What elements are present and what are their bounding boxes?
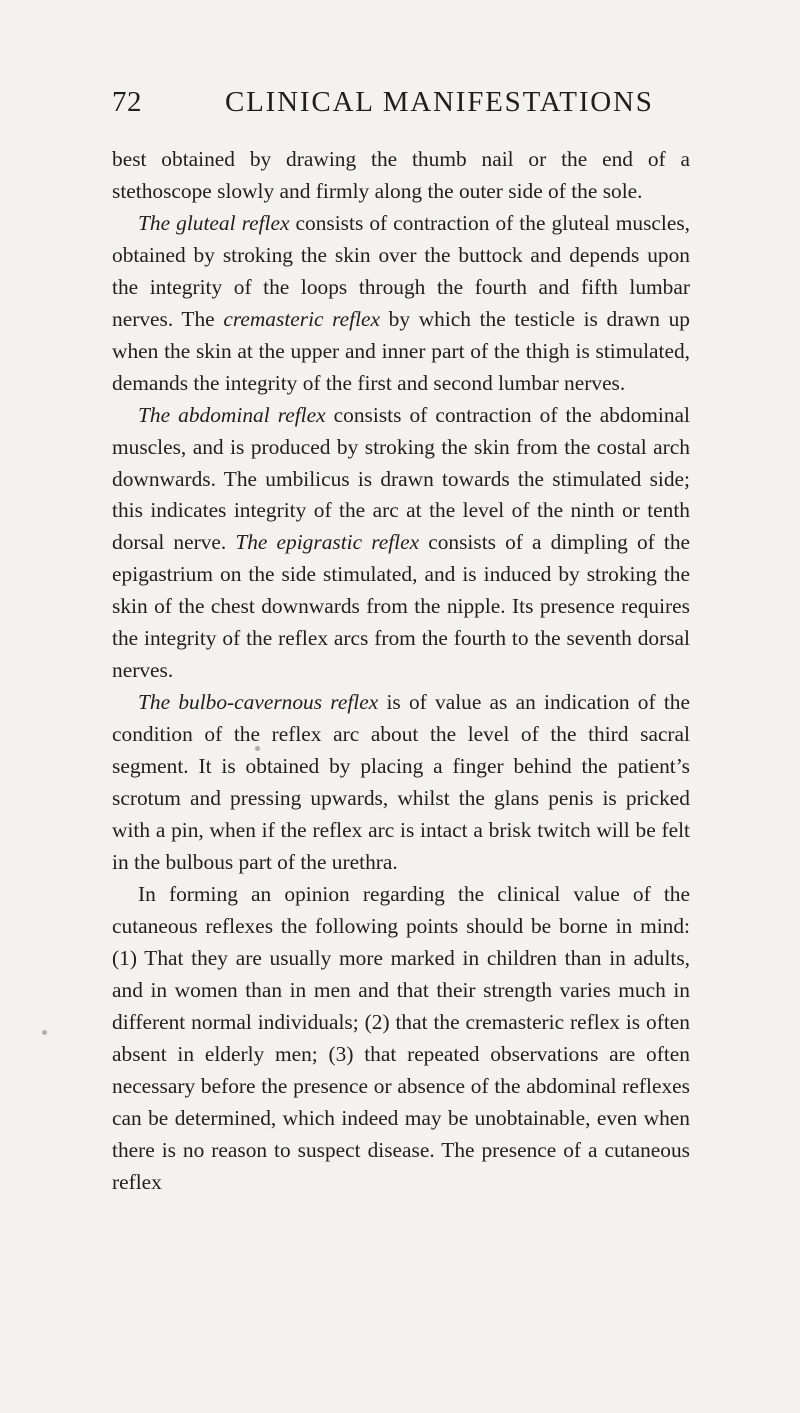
paragraph-continuation [112, 144, 690, 208]
page-header [112, 86, 692, 126]
paragraph-text: consists of a dimpling of the epigastrium on the side stimulated, and is induced by stroking the skin of the chest downwards from the nipple. Its presence requires the integrity of the reflex arcs from the fourth to the seventh dorsal nerves. [112, 530, 691, 683]
paragraph-text: consists of contraction of the gluteal muscles, obtained by stroking the skin over the buttock and depends upon the integrity of the loops through the fourth and fifth lumbar nerves. The [112, 210, 690, 331]
body-text [112, 144, 690, 1198]
paragraph-gluteal-reflex [112, 208, 690, 400]
paragraph-text: consists of contraction of the abdominal muscles, and is produced by stroking the skin from the costal arch downwards. The umbilicus is drawn towards the stimulated side; this indicates integrity of the arc at the level of the ninth or tenth dorsal nerve. [112, 402, 690, 555]
paragraph-text: by which the testicle is drawn up when the skin at the upper and inner part of the thigh is stimulated, demands the integrity of the first and second lumbar nerves. [112, 306, 690, 395]
paragraph-text: best obtained by drawing the thumb nail or the end of a stethoscope slowly and firmly along the outer side of the sole. [112, 147, 690, 203]
italic-term-abdominal-reflex: The abdominal reflex [138, 402, 326, 427]
paragraph-text: In forming an opinion regarding the clinical value of the cutaneous reflexes the following points should be borne in mind: (1) That they are usually more marked in children than in adults, and in women than in men and that their strength varies much in different normal individuals; (2) that the cremasteric reflex is often absent in elderly men; (3) that repeated observations are often necessary before the presence or absence of the abdominal reflexes can be determined, which indeed may be unobtainable, even when there is no reason to suspect disease. The presence of a cutaneous reflex [112, 881, 690, 1194]
running-title: CLINICAL MANIFESTATIONS [225, 86, 654, 118]
page-number: 72 [112, 86, 142, 118]
paragraph-clinical-value [112, 879, 690, 1199]
italic-term-bulbo-cavernous-reflex: The bulbo-cavernous reflex [138, 690, 379, 715]
paragraph-bulbo-cavernous-reflex [112, 687, 690, 879]
paragraph-abdominal-reflex [112, 400, 690, 688]
italic-term-gluteal-reflex: The gluteal reflex [138, 210, 290, 235]
print-speck [42, 1030, 47, 1035]
italic-term-epigrastic-reflex: The epigrastic reflex [235, 530, 420, 555]
print-speck [255, 746, 260, 751]
paragraph-text: is of value as an indication of the condition of the reflex arc about the level of the third sacral segment. It is obtained by placing a finger behind the patient’s scrotum and pressing upwards, whilst the glans penis is pricked with a pin, when if the reflex arc is intact a brisk twitch will be felt in the bulbous part of the urethra. [112, 690, 690, 874]
italic-term-cremasteric-reflex: cremasteric reflex [223, 306, 381, 331]
